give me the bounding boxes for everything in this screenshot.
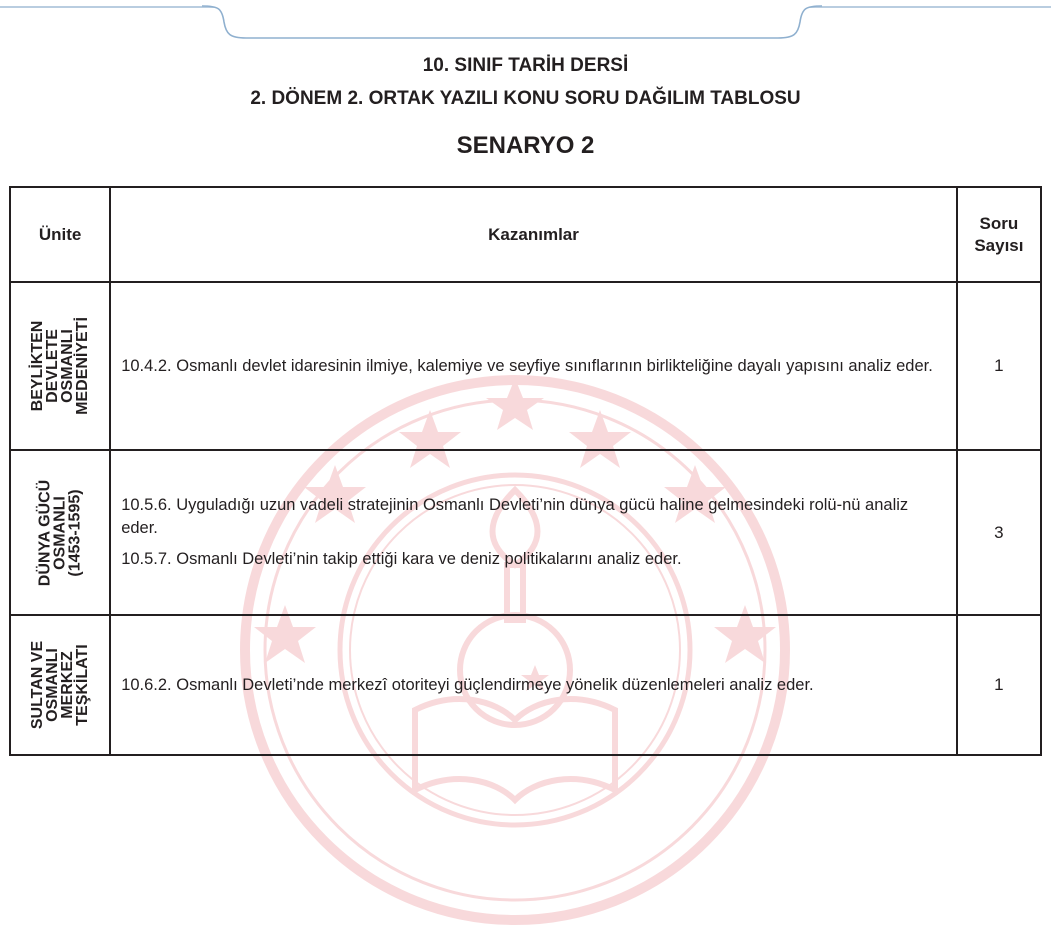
- question-count-cell: 3: [957, 450, 1041, 615]
- unit-column-header: Ünite: [10, 187, 110, 282]
- outcomes-cell: [110, 450, 957, 615]
- unit-cell: [10, 450, 110, 615]
- unit-name-line: OSMANLI: [51, 495, 69, 570]
- outcome-item: 10.5.6. Uyguladığı uzun vadeli stratejinin Osmanlı Devleti’nin dünya gücü haline gelmesindeki rolü-nü analiz eder.: [121, 496, 909, 537]
- outcomes-column-header: Kazanımlar: [110, 187, 957, 282]
- unit-cell: [10, 282, 110, 450]
- unit-name-line: DEVLETE: [44, 329, 62, 403]
- question-count-header-line2: Sayısı: [974, 235, 1024, 255]
- unit-name: [38, 479, 83, 585]
- table-row: [10, 615, 1041, 755]
- unit-name-line: OSMANLI: [59, 329, 77, 403]
- question-count-cell: 1: [957, 615, 1041, 755]
- question-count-cell: 1: [957, 282, 1041, 450]
- outcome-item: 10.6.2. Osmanlı Devleti’nde merkezî otoriteyi güçlendirmeye yönelik düzenlemeleri analiz eder.: [121, 675, 814, 694]
- unit-name-line: MERKEZ: [59, 651, 77, 719]
- unit-name-line: BEYLİKTEN: [29, 320, 47, 412]
- unit-name: [30, 641, 90, 729]
- table-row: [10, 450, 1041, 615]
- header-tab-shape: [200, 0, 824, 42]
- question-count-column-header: [957, 187, 1041, 282]
- outcome-item: 10.4.2. Osmanlı devlet idaresinin ilmiye, kalemiye ve seyfiye sınıflarının birlikteliğine dayalı yapısını analiz eder.: [121, 356, 933, 375]
- scenario-title: SENARYO 2: [456, 132, 595, 159]
- table-header-row: [10, 187, 1041, 282]
- unit-name-line: (1453-1595): [66, 488, 84, 577]
- unit-name-line: TEŞKİLATI: [74, 644, 92, 726]
- document-title: 10. SINIF TARİH DERSİ: [422, 55, 629, 76]
- unit-name-line: MEDENİYETİ: [74, 317, 92, 415]
- outcome-item: 10.5.7. Osmanlı Devleti’nin takip ettiği kara ve deniz politikalarını analiz eder.: [121, 550, 682, 568]
- unit-name: [30, 317, 90, 415]
- unit-name-line: SULTAN VE: [29, 640, 47, 730]
- table-row: [10, 282, 1041, 450]
- question-count-header-line1: Soru: [979, 213, 1019, 233]
- unit-name-line: DÜNYA GÜCÜ: [36, 479, 54, 586]
- outcomes-cell: [110, 615, 957, 755]
- document-subtitle: 2. DÖNEM 2. ORTAK YAZILI KONU SORU DAĞILIM TABLOSU: [250, 88, 801, 109]
- unit-cell: [10, 615, 110, 755]
- unit-name-line: OSMANLI: [44, 648, 62, 722]
- outcomes-cell: [110, 282, 957, 450]
- topic-question-distribution-table: [9, 186, 1042, 756]
